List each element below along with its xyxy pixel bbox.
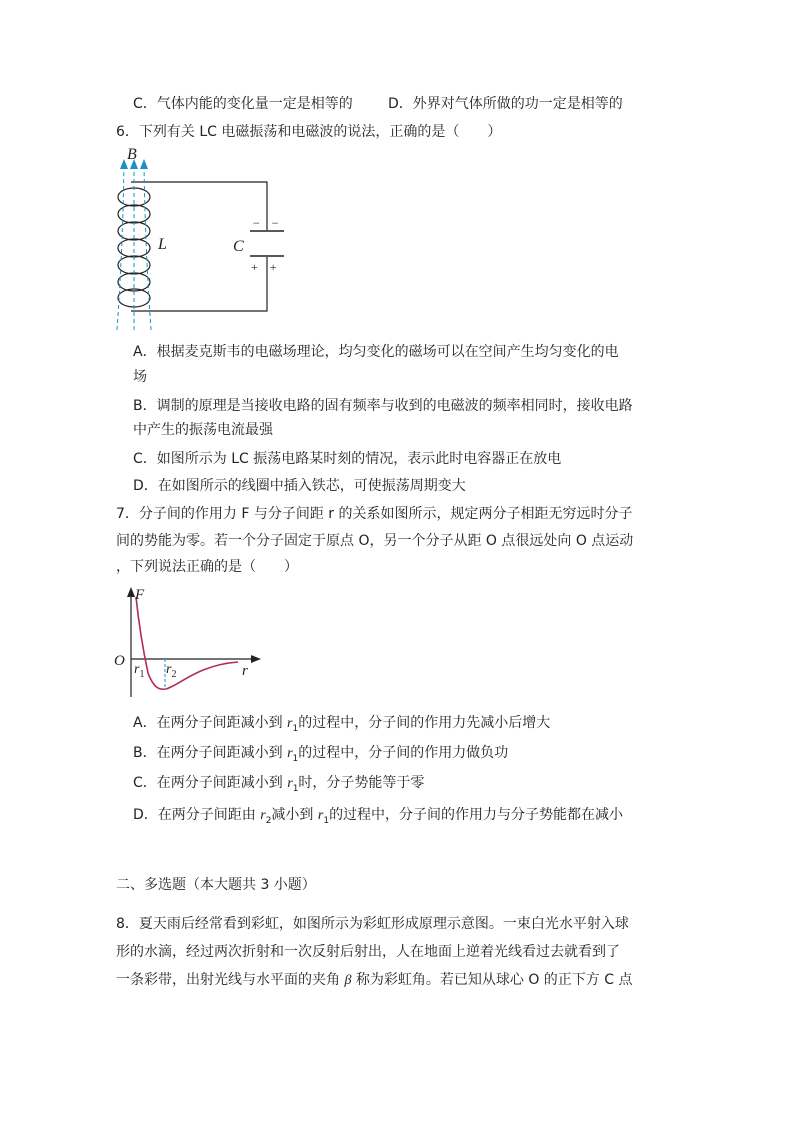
q7-stem-line-2: 间的势能为零。若一个分子固定于原点 O，另一个分子从距 O 点很远处向 O 点运动 [116,533,634,549]
lc-circuit-figure [105,145,305,335]
q5-option-c: C．气体内能的变化量一定是相等的 [133,96,353,112]
q8-line-2: 形的水滴，经过两次折射和一次反射后射出，人在地面上逆着光线看过去就看到了 [116,944,620,960]
circuit-wire-lower [131,257,267,311]
label-r1: $r_1$ [134,662,145,680]
x-axis-arrow-icon [251,655,261,663]
section-title: 二、多选题（本大题共 3 小题） [116,877,316,893]
label-o: O [114,653,125,669]
label-r: r [242,663,248,679]
q6-option-b: B．调制的原理是当接收电路的固有频率与收到的电磁波的频率相同时，接收电路 [133,398,633,414]
circuit-wire [131,182,267,230]
label-l: L [158,236,167,253]
q6-option-a-cont: 场 [133,369,147,385]
q8-line-1: 8．夏天雨后经常看到彩虹，如图所示为彩虹形成原理示意图。一束白光水平射入球 [116,916,629,932]
coil [118,188,150,307]
q7-option-d: D．在两分子间距由 $r_2$减小到 $r_1$的过程中，分子间的作用力与分子势能都在减小 [133,807,624,826]
q6-stem: 6．下列有关 LC 电磁振荡和电磁波的说法，正确的是（ ） [116,124,502,140]
force-curve [136,597,238,689]
force-distance-graph [110,585,270,705]
q7-stem-line-3: ，下列说法正确的是（ ） [116,559,298,575]
q5-option-d: D．外界对气体所做的功一定是相等的 [388,96,623,112]
q8-line-3: 一条彩带，出射光线与水平面的夹角 β 称为彩虹角。若已知从球心 O 的正下方 C 点 [116,972,633,988]
label-r2: $r_2$ [166,662,177,680]
q7-option-a: A．在两分子间距减小到 $r_1$的过程中，分子间的作用力先减小后增大 [133,715,551,734]
q6-option-b-cont: 中产生的振荡电流最强 [133,422,273,438]
y-axis-arrow-icon [127,587,135,597]
plate-sign-top: − − [253,216,279,230]
plate-sign-bottom: + + [251,260,277,274]
label-f: F [135,587,145,603]
label-c: C [233,238,244,255]
label-b: B [127,146,137,163]
magnetic-field-lines [117,163,151,330]
q6-option-d: D．在如图所示的线圈中插入铁芯，可使振荡周期变大 [133,478,466,494]
q7-option-b: B．在两分子间距减小到 $r_1$的过程中，分子间的作用力做负功 [133,745,509,764]
q6-option-c: C．如图所示为 LC 振荡电路某时刻的情况，表示此时电容器正在放电 [133,451,562,467]
q7-option-c: C．在两分子间距减小到 $r_1$时，分子势能等于零 [133,775,425,794]
q7-stem-line-1: 7．分子间的作用力 F 与分子间距 r 的关系如图所示，规定两分子相距无穷远时分子 [116,506,633,522]
q6-option-a: A．根据麦克斯韦的电磁场理论，均匀变化的磁场可以在空间产生均匀变化的电 [133,344,619,360]
